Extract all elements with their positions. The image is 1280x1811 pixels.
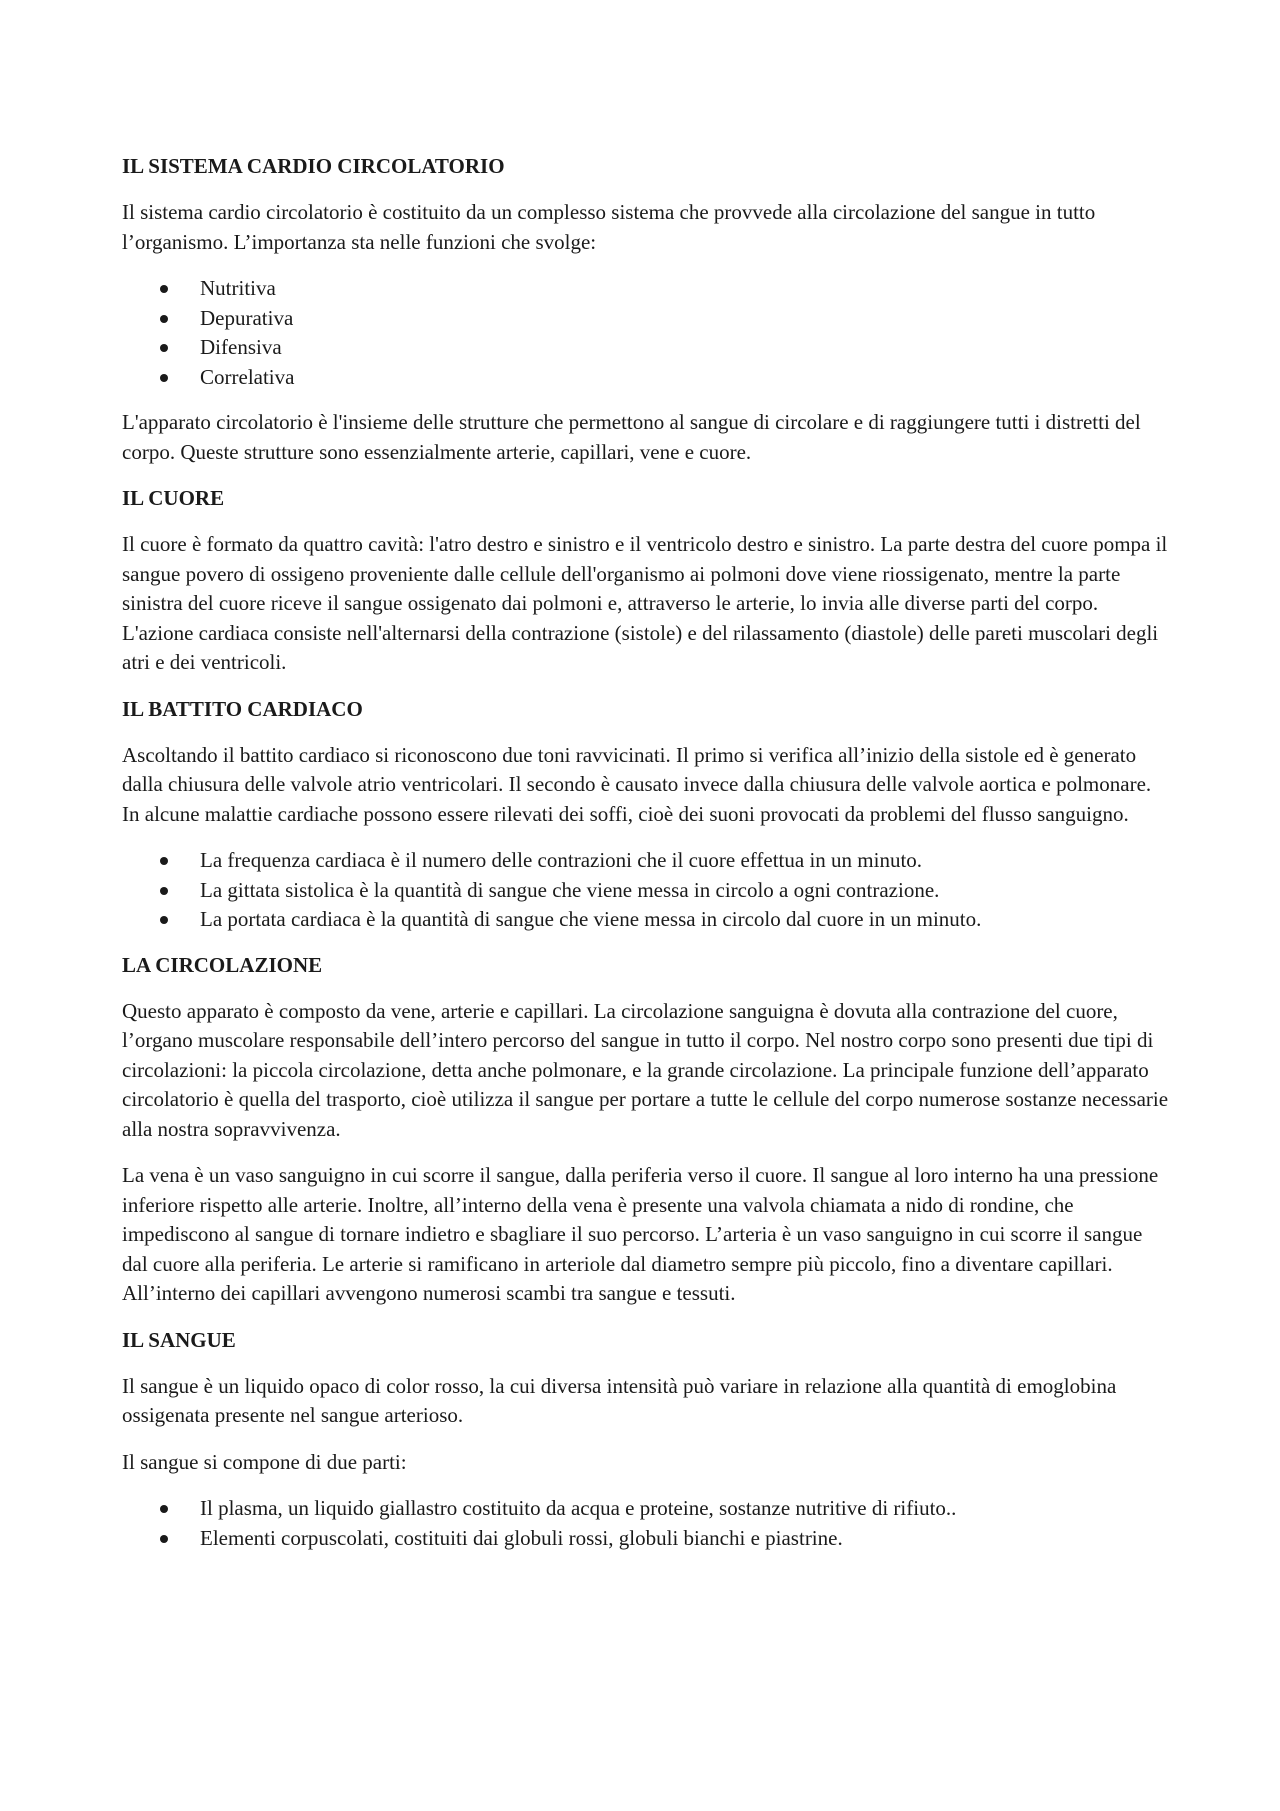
list-item <box>122 1494 1172 1524</box>
functions-list <box>122 274 1172 392</box>
list-item-text: La frequenza cardiaca è il numero delle contrazioni che il cuore effettua in un minuto. <box>200 848 923 872</box>
bullet-icon <box>160 916 168 924</box>
heading-battito-cardiaco: IL BATTITO CARDIACO <box>122 696 363 721</box>
bullet-icon <box>160 315 168 323</box>
list-item <box>122 1524 1172 1554</box>
paragraph-battito: Ascoltando il battito cardiaco si riconoscono due toni ravvicinati. Il primo si verifica all’inizio della sistole ed è generato dalla chiusura delle valvole atrio ventricolari. Il secondo è causato invece dalla chiusura delle valvole aortica e polmonare. In alcune malattie cardiache possono essere rilevati dei soffi, cioè dei suoni provocati da problemi del flusso sanguigno. <box>122 742 1152 826</box>
bullet-icon <box>160 285 168 293</box>
bullet-icon <box>160 887 168 895</box>
list-item <box>122 274 1172 304</box>
list-item-text: Depurativa <box>200 305 294 330</box>
heading-circolazione: LA CIRCOLAZIONE <box>122 952 323 977</box>
list-item-text: Elementi corpuscolati, costituiti dai globuli rossi, globuli bianchi e piastrine. <box>200 1525 843 1550</box>
list-item-text: La portata cardiaca è la quantità di sangue che viene messa in circolo dal cuore in un minuto. <box>200 907 982 931</box>
list-item-text: Nutritiva <box>200 276 276 300</box>
sangue-list <box>122 1494 1172 1553</box>
list-item <box>122 333 1172 363</box>
paragraph-sangue-parti: Il sangue si compone di due parti: <box>122 1449 407 1474</box>
paragraph-sangue: Il sangue è un liquido opaco di color rosso, la cui diversa intensità può variare in relazione alla quantità di emoglobina ossigenata presente nel sangue arterioso. <box>122 1373 1117 1427</box>
list-item-text: Difensiva <box>200 335 282 359</box>
list-item-text: Il plasma, un liquido giallastro costituito da acqua e proteine, sostanze nutritive di rifiuto.. <box>200 1496 957 1520</box>
list-item <box>122 363 1172 393</box>
heading-il-cuore: IL CUORE <box>122 486 225 510</box>
bullet-icon <box>160 857 168 865</box>
bullet-icon <box>160 374 168 382</box>
paragraph-intro: Il sistema cardio circolatorio è costituito da un complesso sistema che provvede alla circolazione del sangue in tutto l’organismo. L’importanza sta nelle funzioni che svolge: <box>122 200 1096 254</box>
paragraph-circolazione: Questo apparato è composto da vene, arterie e capillari. La circolazione sanguigna è dovuta alla contrazione del cuore, l’organo muscolare responsabile dell’intero percorso del sangue in tutto il corpo. Nel nostro corpo sono presenti due tipi di circolazioni: la piccola circolazione, detta anche polmonare, e la grande circolazione. La principale funzione dell’apparato circolatorio è quella del trasporto, cioè utilizza il sangue per portare a tutte le cellule del corpo numerose sostanze necessarie alla nostra sopravvivenza. <box>122 998 1169 1141</box>
paragraph-cuore: Il cuore è formato da quattro cavità: l'atro destro e sinistro e il ventricolo destro e sinistro. La parte destra del cuore pompa il sangue povero di ossigeno proveniente dalle cellule dell'organismo ai polmoni dove viene riossigenato, mentre la parte sinistra del cuore riceve il sangue ossigenato dai polmoni e, attraverso le arterie, lo invia alle diverse parti del corpo. L'azione cardiaca consiste nell'alternarsi della contrazione (sistole) e del rilassamento (diastole) delle pareti muscolari degli atri e dei ventricoli. <box>122 532 1168 674</box>
document-page <box>122 152 1172 1569</box>
list-item <box>122 876 1172 906</box>
list-item-text: La gittata sistolica è la quantità di sangue che viene messa in circolo a ogni contrazione. <box>200 877 940 902</box>
list-item <box>122 846 1172 876</box>
list-item <box>122 905 1172 935</box>
paragraph-apparato: L'apparato circolatorio è l'insieme delle strutture che permettono al sangue di circolare e di raggiungere tutti i distretti del corpo. Queste strutture sono essenzialmente arterie, capillari, vene e cuore. <box>122 410 1141 464</box>
list-item-text: Correlativa <box>200 364 295 389</box>
bullet-icon <box>160 344 168 352</box>
heading-il-sangue: IL SANGUE <box>122 1327 236 1352</box>
paragraph-vena-arteria: La vena è un vaso sanguigno in cui scorre il sangue, dalla periferia verso il cuore. Il sangue al loro interno ha una pressione inferiore rispetto alle arterie. Inoltre, all’interno della vena è presente una valvola chiamata a nido di rondine, che impediscono al sangue di tornare indietro e sbagliare il suo percorso. L’arteria è un vaso sanguigno in cui scorre il sangue dal cuore alla periferia. Le arterie si ramificano in arteriole dal diametro sempre più piccolo, fino a diventare capillari. All’interno dei capillari avvengono numerosi scambi tra sangue e tessuti. <box>122 1163 1159 1305</box>
list-item <box>122 304 1172 334</box>
bullet-icon <box>160 1535 168 1543</box>
battito-list <box>122 846 1172 935</box>
bullet-icon <box>160 1505 168 1513</box>
heading-sistema-cardio-circolatorio: IL SISTEMA CARDIO CIRCOLATORIO <box>122 154 505 178</box>
